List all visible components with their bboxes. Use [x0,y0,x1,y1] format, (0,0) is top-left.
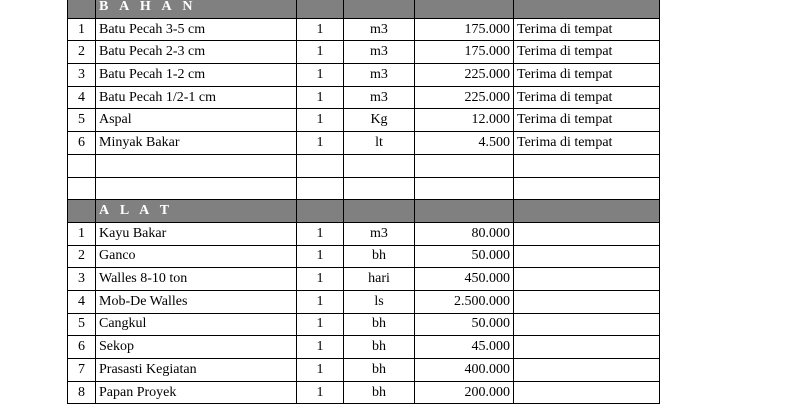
item-note [514,313,660,336]
section-header-cell [297,200,344,223]
item-note [514,268,660,291]
item-name: Cangkul [96,313,297,336]
item-note: Terima di tempat [514,109,660,132]
section-header-cell [344,0,415,18]
table-row [68,359,660,382]
item-price: 200.000 [415,381,514,404]
item-name: Batu Pecah 2-3 cm [96,41,297,64]
empty-cell [68,154,96,177]
item-note [514,359,660,382]
item-price: 400.000 [415,359,514,382]
item-name: Batu Pecah 3-5 cm [96,18,297,41]
table-row [68,381,660,404]
item-price: 50.000 [415,313,514,336]
table-row [68,109,660,132]
item-name: Walles 8-10 ton [96,268,297,291]
item-volume: 1 [297,109,344,132]
item-unit: m3 [344,64,415,87]
row-number: 2 [68,41,96,64]
section-header-row [68,0,660,18]
row-number: 8 [68,381,96,404]
item-note: Terima di tempat [514,132,660,155]
table-row [68,290,660,313]
section-title: A L A T [96,200,297,223]
item-volume: 1 [297,313,344,336]
section-header-row [68,200,660,223]
item-name: Ganco [96,245,297,268]
table-row [68,313,660,336]
table-row [68,18,660,41]
item-volume: 1 [297,132,344,155]
item-price: 12.000 [415,109,514,132]
price-table [67,0,660,404]
empty-cell [344,177,415,200]
empty-cell [96,154,297,177]
item-volume: 1 [297,381,344,404]
item-name: Batu Pecah 1/2-1 cm [96,86,297,109]
item-note: Terima di tempat [514,64,660,87]
item-note [514,290,660,313]
item-note [514,381,660,404]
row-number: 5 [68,313,96,336]
item-price: 225.000 [415,86,514,109]
item-name: Sekop [96,336,297,359]
item-name: Prasasti Kegiatan [96,359,297,382]
empty-cell [297,177,344,200]
table-row [68,245,660,268]
item-unit: bh [344,381,415,404]
empty-cell [68,177,96,200]
section-header-cell [415,0,514,18]
empty-cell [415,154,514,177]
item-volume: 1 [297,245,344,268]
empty-cell [96,177,297,200]
item-price: 225.000 [415,64,514,87]
table-row [68,268,660,291]
item-volume: 1 [297,222,344,245]
row-number: 3 [68,64,96,87]
item-volume: 1 [297,64,344,87]
table-row [68,336,660,359]
item-name: Papan Proyek [96,381,297,404]
section-header-cell [297,0,344,18]
empty-cell [514,154,660,177]
item-note [514,222,660,245]
row-number: 1 [68,18,96,41]
table-row [68,41,660,64]
item-unit: Kg [344,109,415,132]
item-volume: 1 [297,290,344,313]
row-number: 2 [68,245,96,268]
section-header-cell [514,0,660,18]
item-unit: bh [344,336,415,359]
item-unit: bh [344,245,415,268]
item-volume: 1 [297,268,344,291]
row-number: 7 [68,359,96,382]
price-table-body [68,0,660,404]
item-price: 175.000 [415,41,514,64]
row-number: 1 [68,222,96,245]
item-name: Minyak Bakar [96,132,297,155]
item-price: 175.000 [415,18,514,41]
table-row [68,64,660,87]
empty-row [68,177,660,200]
row-number: 5 [68,109,96,132]
item-price: 50.000 [415,245,514,268]
table-row [68,222,660,245]
section-header-cell [344,200,415,223]
empty-cell [514,177,660,200]
item-price: 450.000 [415,268,514,291]
section-header-cell [68,0,96,18]
section-header-cell [68,200,96,223]
table-row [68,132,660,155]
item-price: 4.500 [415,132,514,155]
item-note: Terima di tempat [514,41,660,64]
section-header-cell [514,200,660,223]
item-unit: bh [344,313,415,336]
item-name: Batu Pecah 1-2 cm [96,64,297,87]
item-volume: 1 [297,86,344,109]
item-volume: 1 [297,359,344,382]
item-price: 2.500.000 [415,290,514,313]
item-unit: m3 [344,41,415,64]
empty-row [68,154,660,177]
row-number: 4 [68,86,96,109]
item-note: Terima di tempat [514,18,660,41]
item-volume: 1 [297,18,344,41]
item-name: Aspal [96,109,297,132]
section-header-cell [415,200,514,223]
item-unit: bh [344,359,415,382]
row-number: 4 [68,290,96,313]
item-unit: lt [344,132,415,155]
item-price: 45.000 [415,336,514,359]
item-name: Kayu Bakar [96,222,297,245]
item-unit: m3 [344,222,415,245]
item-unit: hari [344,268,415,291]
item-name: Mob-De Walles [96,290,297,313]
item-volume: 1 [297,41,344,64]
item-unit: m3 [344,18,415,41]
item-unit: m3 [344,86,415,109]
empty-cell [297,154,344,177]
item-note [514,336,660,359]
row-number: 3 [68,268,96,291]
item-unit: ls [344,290,415,313]
item-note: Terima di tempat [514,86,660,109]
section-title: B A H A N [96,0,297,18]
row-number: 6 [68,132,96,155]
empty-cell [344,154,415,177]
table-row [68,86,660,109]
row-number: 6 [68,336,96,359]
item-volume: 1 [297,336,344,359]
empty-cell [415,177,514,200]
item-note [514,245,660,268]
item-price: 80.000 [415,222,514,245]
